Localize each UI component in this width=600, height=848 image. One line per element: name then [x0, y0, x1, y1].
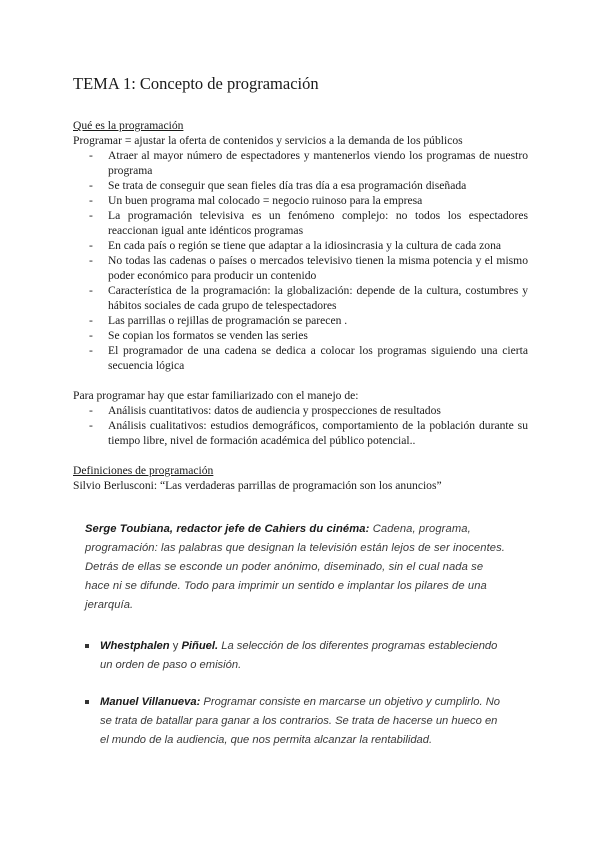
section-heading-que-es: Qué es la programación	[73, 119, 184, 132]
list-item: - No todas las cadenas o países o mercados televisivo tienen la misma potencia y el mismo poder económico para producir un contenido	[89, 254, 528, 282]
list-item: - Las parrillas o rejillas de programación se parecen .	[89, 314, 348, 327]
villanueva-definition: Manuel Villanueva: Programar consiste en marcarse un objetivo y cumplirlo. No se trata de batallar para ganar a los contrarios. Se trata de hacerse un hueco en el mundo de la audiencia, que nos permita alcanzar la rentabilidad.	[85, 693, 505, 750]
bullet-list	[73, 403, 528, 448]
document-page	[73, 74, 528, 493]
toubiana-definition: Serge Toubiana, redactor jefe de Cahiers du cinéma: Cadena, programa, programación: las palabras que designan la televisión están lejos de ser inocentes. Detrás de ellas se esconde un poder anónimo, diseminado, sin el cual nada se hace ni se difunde. Todo para imprimir un sentido e implantar los pilares de una jerarquía.	[85, 523, 506, 611]
list-item: - Se trata de conseguir que sean fieles día tras día a esa programación diseñada	[89, 179, 467, 192]
definitions-image-block	[85, 520, 505, 768]
author-name: Manuel Villanueva:	[100, 696, 201, 708]
berlusconi-quote: Silvio Berlusconi: “Las verdaderas parrillas de programación son los anuncios”	[73, 479, 442, 492]
author-name: Piñuel.	[181, 640, 219, 652]
section-intro: Programar = ajustar la oferta de contenidos y servicios a la demanda de los públicos	[73, 134, 463, 147]
section-heading-definiciones: Definiciones de programación	[73, 464, 214, 477]
list-item: - El programador de una cadena se dedica a colocar los programas siguiendo una cierta secuencia lógica	[89, 344, 528, 372]
list-item: - La programación televisiva es un fenómeno complejo: no todos los espectadores reaccionan igual ante idénticos programas	[89, 209, 528, 237]
list-item: - Se copian los formatos se venden las series	[89, 329, 308, 342]
list-item: - Un buen programa mal colocado = negocio ruinoso para la empresa	[89, 194, 423, 207]
bullet-list	[73, 148, 528, 373]
square-bullet-icon	[85, 700, 89, 704]
list-item: - Atraer al mayor número de espectadores y mantenerlos viendo los programas de nuestro programa	[89, 149, 528, 177]
author-name: Whestphalen	[100, 640, 170, 652]
whestphalen-definition: Whestphalen y Piñuel. La selección de los diferentes programas estableciendo un orden de paso o emisión.	[85, 637, 505, 675]
section-intro-programar: Para programar hay que estar familiarizado con el manejo de:	[73, 389, 359, 402]
square-bullet-icon	[85, 644, 89, 648]
list-item: - En cada país o región se tiene que adaptar a la idiosincrasia y la cultura de cada zona	[89, 239, 502, 252]
list-item: - Análisis cuantitativos: datos de audiencia y prospecciones de resultados	[89, 404, 441, 417]
author-name: Serge Toubiana, redactor jefe de Cahiers du cinéma:	[85, 523, 370, 535]
list-item: - Característica de la programación: la globalización: depende de la cultura, costumbres y hábitos sociales de cada grupo de telespectadores	[89, 284, 528, 312]
list-item: - Análisis cualitativos: estudios demográficos, comportamiento de la población durante su tiempo libre, nivel de formación académica del público potencial..	[89, 419, 528, 447]
page-title: TEMA 1: Concepto de programación	[73, 74, 319, 93]
